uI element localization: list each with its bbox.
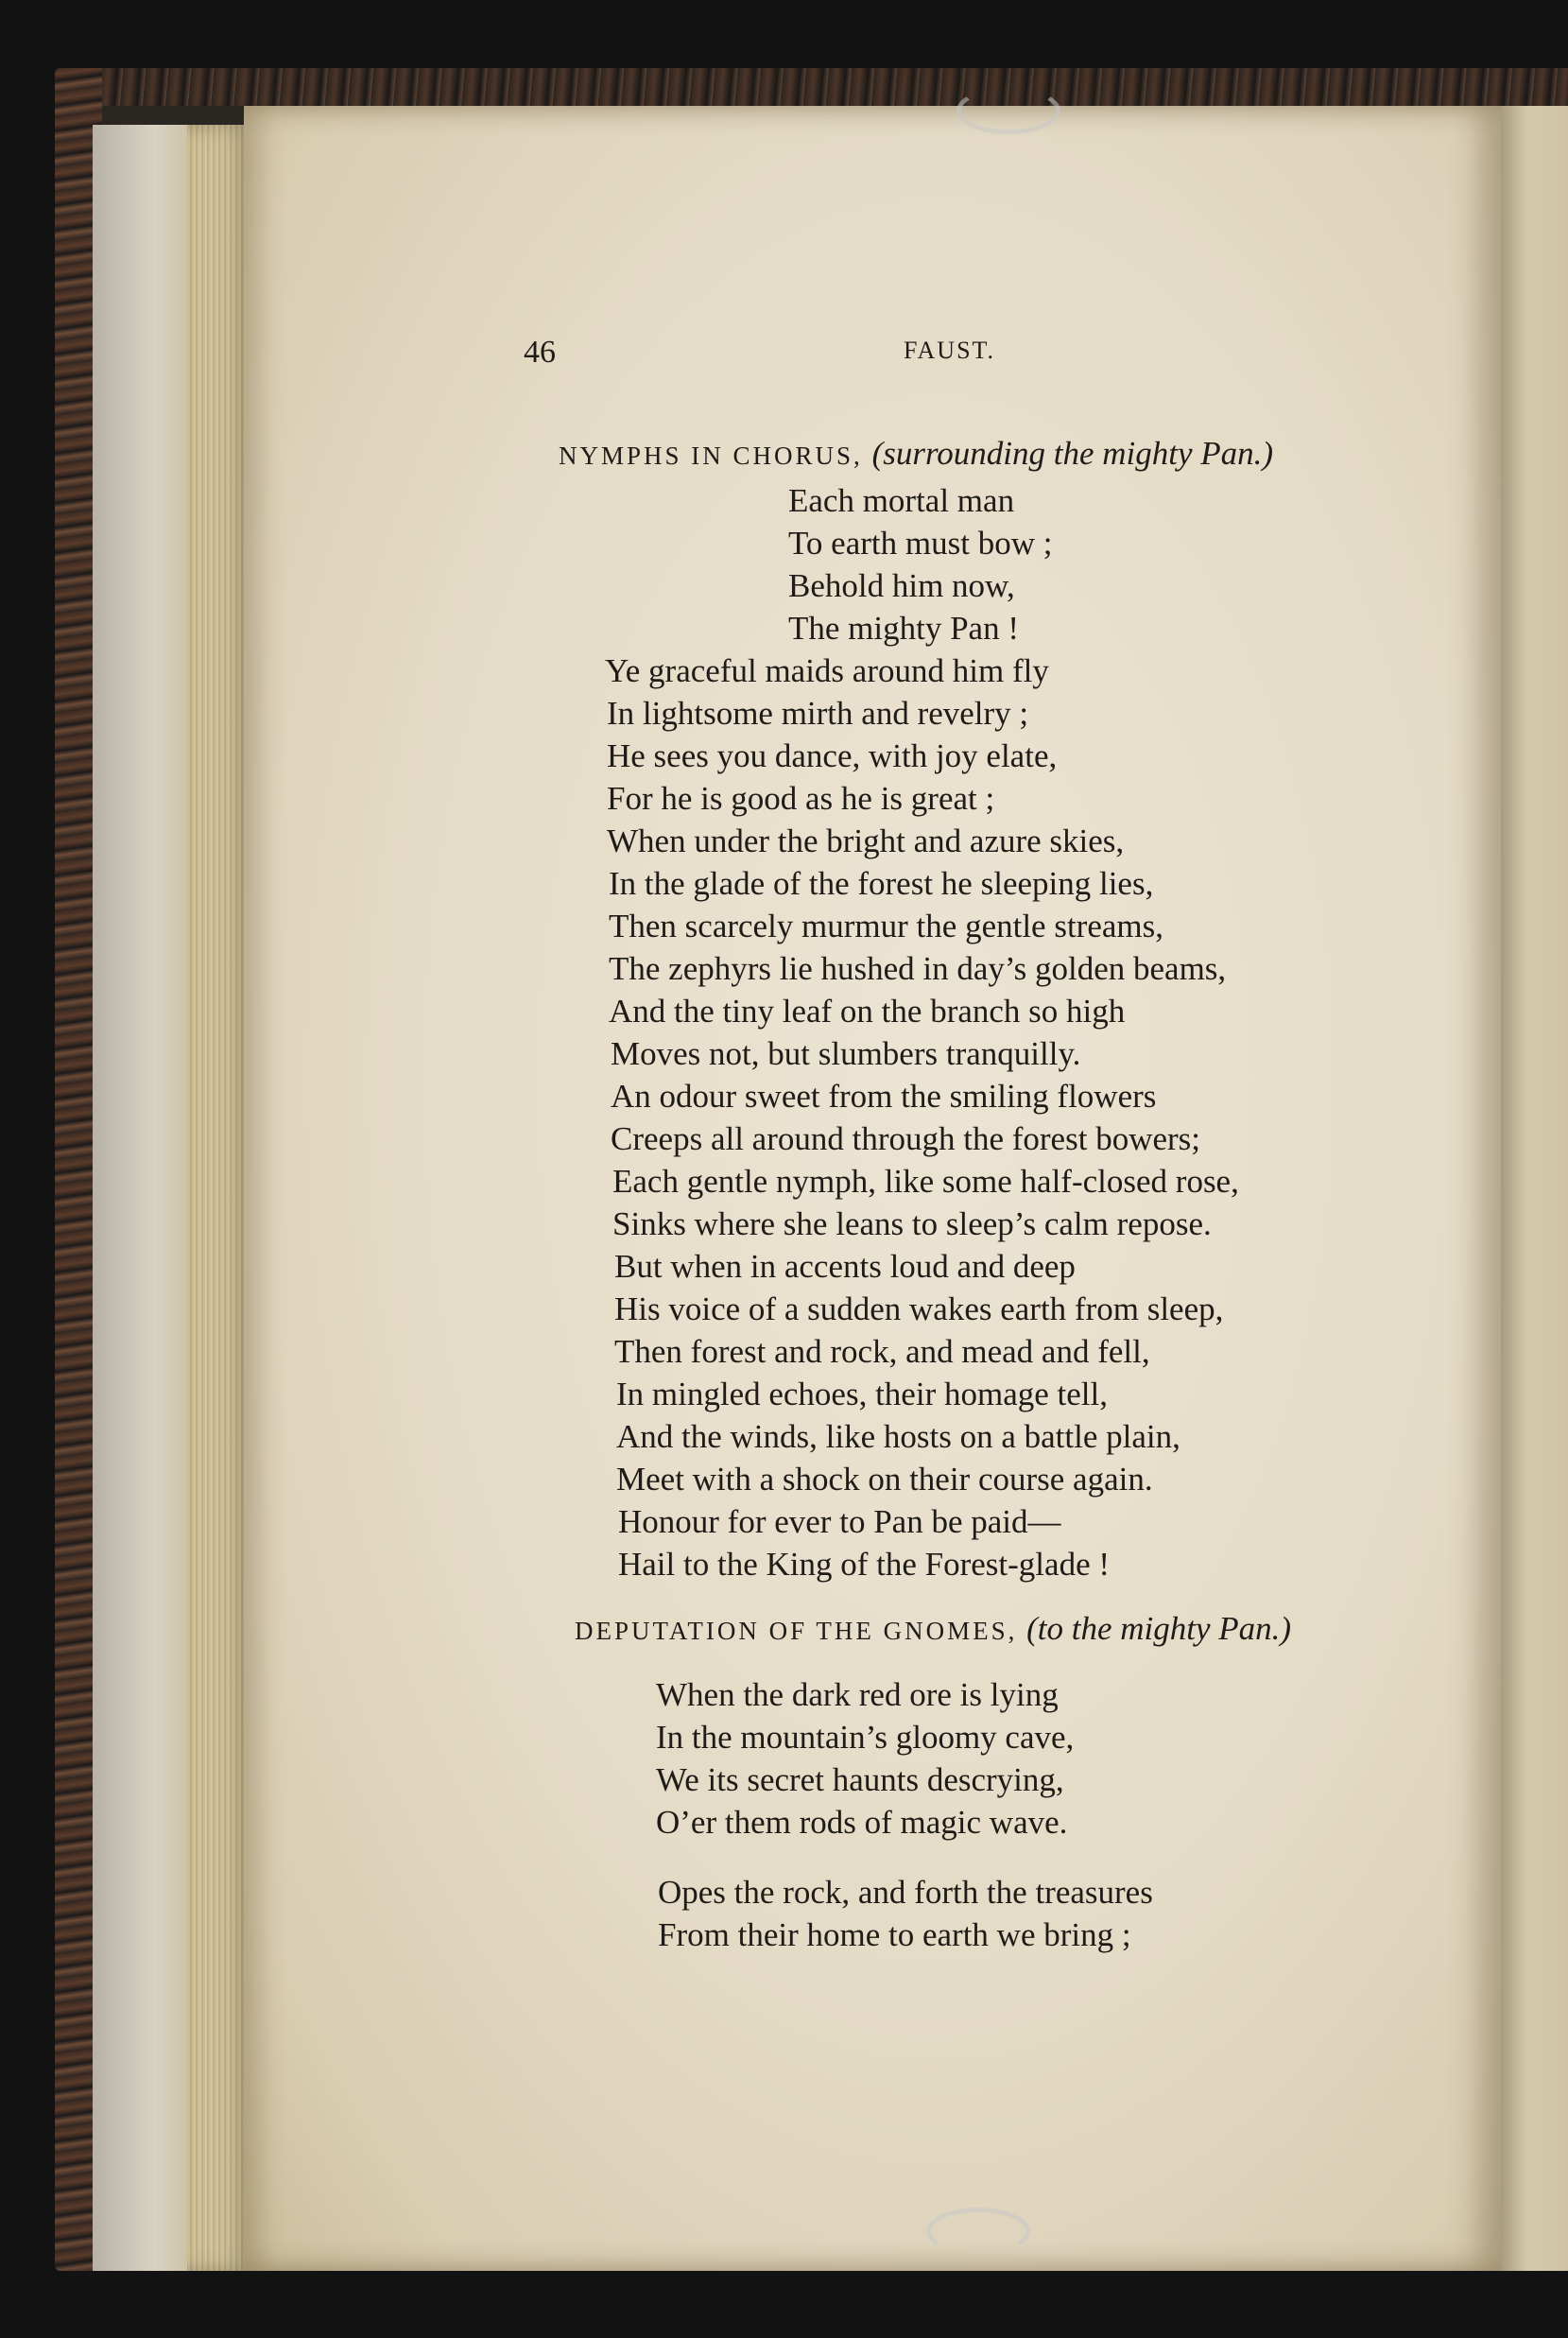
verse-line: Honour for ever to Pan be paid— [618, 1503, 1061, 1540]
verse-line: Opes the rock, and forth the treasures [658, 1874, 1153, 1911]
speaker-name: NYMPHS IN CHORUS, [559, 442, 863, 470]
verse-line: Hail to the King of the Forest-glade ! [618, 1546, 1111, 1583]
verse-line: When under the bright and azure skies, [607, 823, 1125, 859]
verse-line: The mighty Pan ! [788, 610, 1019, 647]
page-clip-bottom [926, 2208, 1030, 2255]
verse-line: O’er them rods of magic wave. [656, 1804, 1068, 1841]
verse-line: In the mountain’s gloomy cave, [656, 1719, 1075, 1756]
verse-line: In the glade of the forest he sleeping lies, [609, 865, 1154, 902]
verse-line: Ye graceful maids around him fly [605, 652, 1049, 689]
verse-line: To earth must bow ; [788, 525, 1053, 562]
verse-line: Creeps all around through the forest bowers; [611, 1120, 1201, 1157]
stage-direction: (surrounding the mighty Pan.) [871, 435, 1274, 472]
verse-line: He sees you dance, with joy elate, [607, 737, 1058, 774]
verse-line: When the dark red ore is lying [656, 1676, 1059, 1713]
verse-line: Each mortal man [788, 482, 1015, 519]
verse-line: Then scarcely murmur the gentle streams, [609, 908, 1164, 944]
verse-line: In lightsome mirth and revelry ; [607, 695, 1029, 732]
marbled-cover-top [55, 68, 1568, 106]
verse-line: Behold him now, [788, 567, 1015, 604]
speaker-heading [575, 1612, 1291, 1645]
verse-line: From their home to earth we bring ; [658, 1916, 1131, 1953]
verse-line: Meet with a shock on their course again. [616, 1461, 1153, 1498]
verse-line: An odour sweet from the smiling flowers [611, 1078, 1157, 1115]
verse-line: Sinks where she leans to sleep’s calm repose. [612, 1205, 1212, 1242]
verse-line: Moves not, but slumbers tranquilly. [611, 1035, 1081, 1072]
verse-line: And the winds, like hosts on a battle plain, [616, 1418, 1180, 1455]
verse-line: His voice of a sudden wakes earth from sleep, [614, 1290, 1224, 1327]
running-title: FAUST. [904, 337, 995, 364]
verse-line: But when in accents loud and deep [614, 1248, 1076, 1285]
stage-direction: (to the mighty Pan.) [1026, 1610, 1292, 1647]
page-number: 46 [524, 335, 556, 370]
verse-line: Then forest and rock, and mead and fell, [614, 1333, 1150, 1370]
speaker-heading [559, 437, 1273, 470]
opposite-page-edge [1501, 106, 1568, 2271]
verse-line: We its secret haunts descrying, [656, 1761, 1064, 1798]
speaker-name: DEPUTATION OF THE GNOMES, [575, 1617, 1018, 1645]
verse-line: For he is good as he is great ; [607, 780, 995, 817]
verse-line: In mingled echoes, their homage tell, [616, 1376, 1108, 1412]
page-clip-top [956, 87, 1060, 134]
verse-line: And the tiny leaf on the branch so high [609, 993, 1126, 1030]
page-block-edge [93, 125, 197, 2271]
verse-line: Each gentle nymph, like some half-closed rose, [612, 1163, 1239, 1200]
verse-line: The zephyrs lie hushed in day’s golden beams, [609, 950, 1227, 987]
